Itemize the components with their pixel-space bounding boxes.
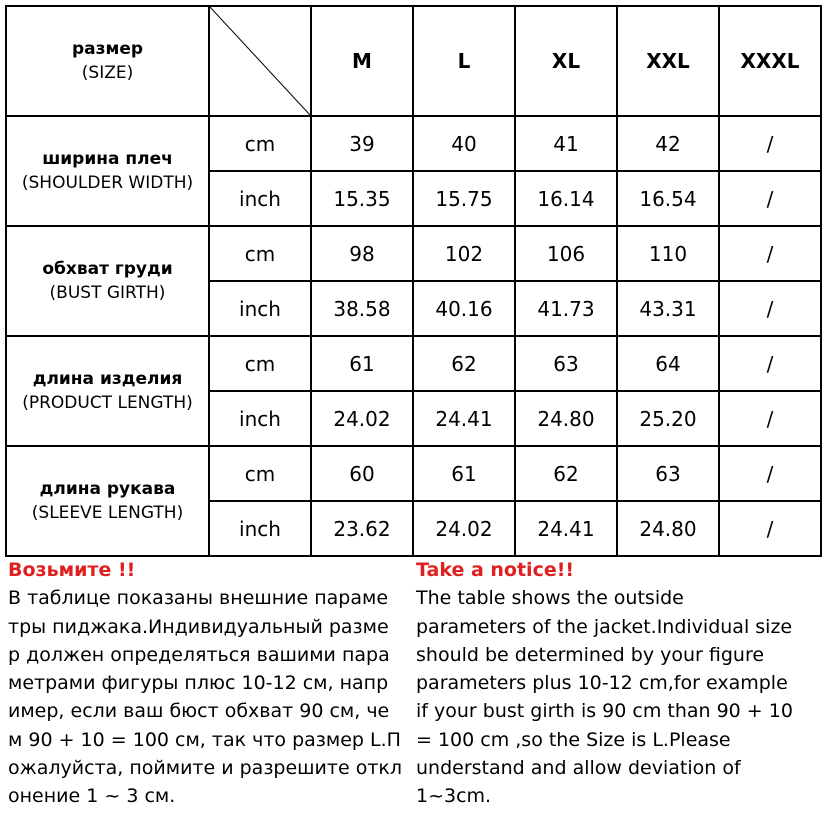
measurement-name-en: (SHOULDER WIDTH)	[21, 173, 194, 193]
value-cell: /	[719, 116, 821, 171]
value-cell: 98	[311, 226, 413, 281]
size-chart-table	[5, 5, 822, 557]
table-row	[6, 116, 821, 171]
value-cell: 64	[617, 336, 719, 391]
size-header-l: L	[413, 6, 515, 116]
value-cell: 15.35	[311, 171, 413, 226]
value-cell: /	[719, 391, 821, 446]
measurement-name-en: (PRODUCT LENGTH)	[22, 393, 193, 413]
size-header-xxl: XXL	[617, 6, 719, 116]
header-row	[6, 6, 821, 116]
value-cell: 40.16	[413, 281, 515, 336]
unit-cell: inch	[209, 281, 311, 336]
value-cell: 24.80	[617, 501, 719, 556]
unit-cell: cm	[209, 446, 311, 501]
notice-body-en: The table shows the outside parameters of the jacket.Individual size should be determined by your figure parameters plus 10-12 cm,for example if your bust girth is 90 cm than 90 + 10 = 100 cm ,so the Size is L.Please understand and allow deviation of 1~3cm.	[416, 587, 793, 808]
unit-cell: inch	[209, 501, 311, 556]
unit-cell: inch	[209, 391, 311, 446]
value-cell: 43.31	[617, 281, 719, 336]
value-cell: 40	[413, 116, 515, 171]
value-cell: 24.02	[311, 391, 413, 446]
value-cell: 24.41	[413, 391, 515, 446]
size-header-xl: XL	[515, 6, 617, 116]
measurement-name-ru: ширина плеч	[42, 149, 173, 169]
size-label-en: (SIZE)	[81, 63, 134, 83]
value-cell: 102	[413, 226, 515, 281]
value-cell: 25.20	[617, 391, 719, 446]
value-cell: 63	[515, 336, 617, 391]
measurement-name-ru: обхват груди	[42, 259, 173, 279]
value-cell: 42	[617, 116, 719, 171]
notice-russian	[8, 556, 408, 811]
value-cell: /	[719, 226, 821, 281]
notice-title-en: Take a notice!!	[416, 559, 575, 581]
size-header-xxxl: XXXL	[719, 6, 821, 116]
table-row	[6, 226, 821, 281]
size-label-cell	[6, 6, 209, 116]
value-cell: /	[719, 281, 821, 336]
value-cell: 16.54	[617, 171, 719, 226]
value-cell: /	[719, 171, 821, 226]
value-cell: /	[719, 501, 821, 556]
measurement-label-shoulder-width	[6, 116, 209, 226]
notice-body-ru: В таблице показаны внешние параме тры пиджака.Индивидуальный разме р должен определяться вашими пара метрами фигуры плюс 10-12 см, напр имер, если ваш бюст обхват 90 см, че м 90 + 10 = 100 см, так что размер L.П ожалуйста, поймите и разрешите откл онение 1 ~ 3 см.	[8, 587, 403, 808]
value-cell: 41.73	[515, 281, 617, 336]
value-cell: 61	[311, 336, 413, 391]
value-cell: /	[719, 336, 821, 391]
measurement-name-ru: длина рукава	[39, 479, 176, 499]
measurement-label-sleeve-length	[6, 446, 209, 556]
unit-cell: inch	[209, 171, 311, 226]
value-cell: 110	[617, 226, 719, 281]
value-cell: 63	[617, 446, 719, 501]
value-cell: 106	[515, 226, 617, 281]
value-cell: 62	[515, 446, 617, 501]
value-cell: 16.14	[515, 171, 617, 226]
value-cell: /	[719, 446, 821, 501]
value-cell: 41	[515, 116, 617, 171]
measurement-name-en: (BUST GIRTH)	[49, 283, 166, 303]
measurement-name-ru: длина изделия	[32, 369, 183, 389]
value-cell: 24.80	[515, 391, 617, 446]
notice-section	[0, 556, 825, 825]
table-row	[6, 336, 821, 391]
value-cell: 60	[311, 446, 413, 501]
size-label-ru: размер	[71, 39, 144, 59]
value-cell: 15.75	[413, 171, 515, 226]
table-row	[6, 446, 821, 501]
diagonal-corner-cell	[209, 6, 311, 116]
unit-cell: cm	[209, 116, 311, 171]
unit-cell: cm	[209, 336, 311, 391]
notice-title-ru: Возьмите !!	[8, 559, 136, 581]
value-cell: 23.62	[311, 501, 413, 556]
measurement-label-product-length	[6, 336, 209, 446]
value-cell: 38.58	[311, 281, 413, 336]
size-header-m: M	[311, 6, 413, 116]
unit-cell: cm	[209, 226, 311, 281]
value-cell: 39	[311, 116, 413, 171]
value-cell: 24.02	[413, 501, 515, 556]
diagonal-line	[210, 7, 310, 115]
value-cell: 62	[413, 336, 515, 391]
value-cell: 61	[413, 446, 515, 501]
measurement-name-en: (SLEEVE LENGTH)	[31, 503, 184, 523]
notice-english	[416, 556, 821, 811]
measurement-label-bust-girth	[6, 226, 209, 336]
value-cell: 24.41	[515, 501, 617, 556]
